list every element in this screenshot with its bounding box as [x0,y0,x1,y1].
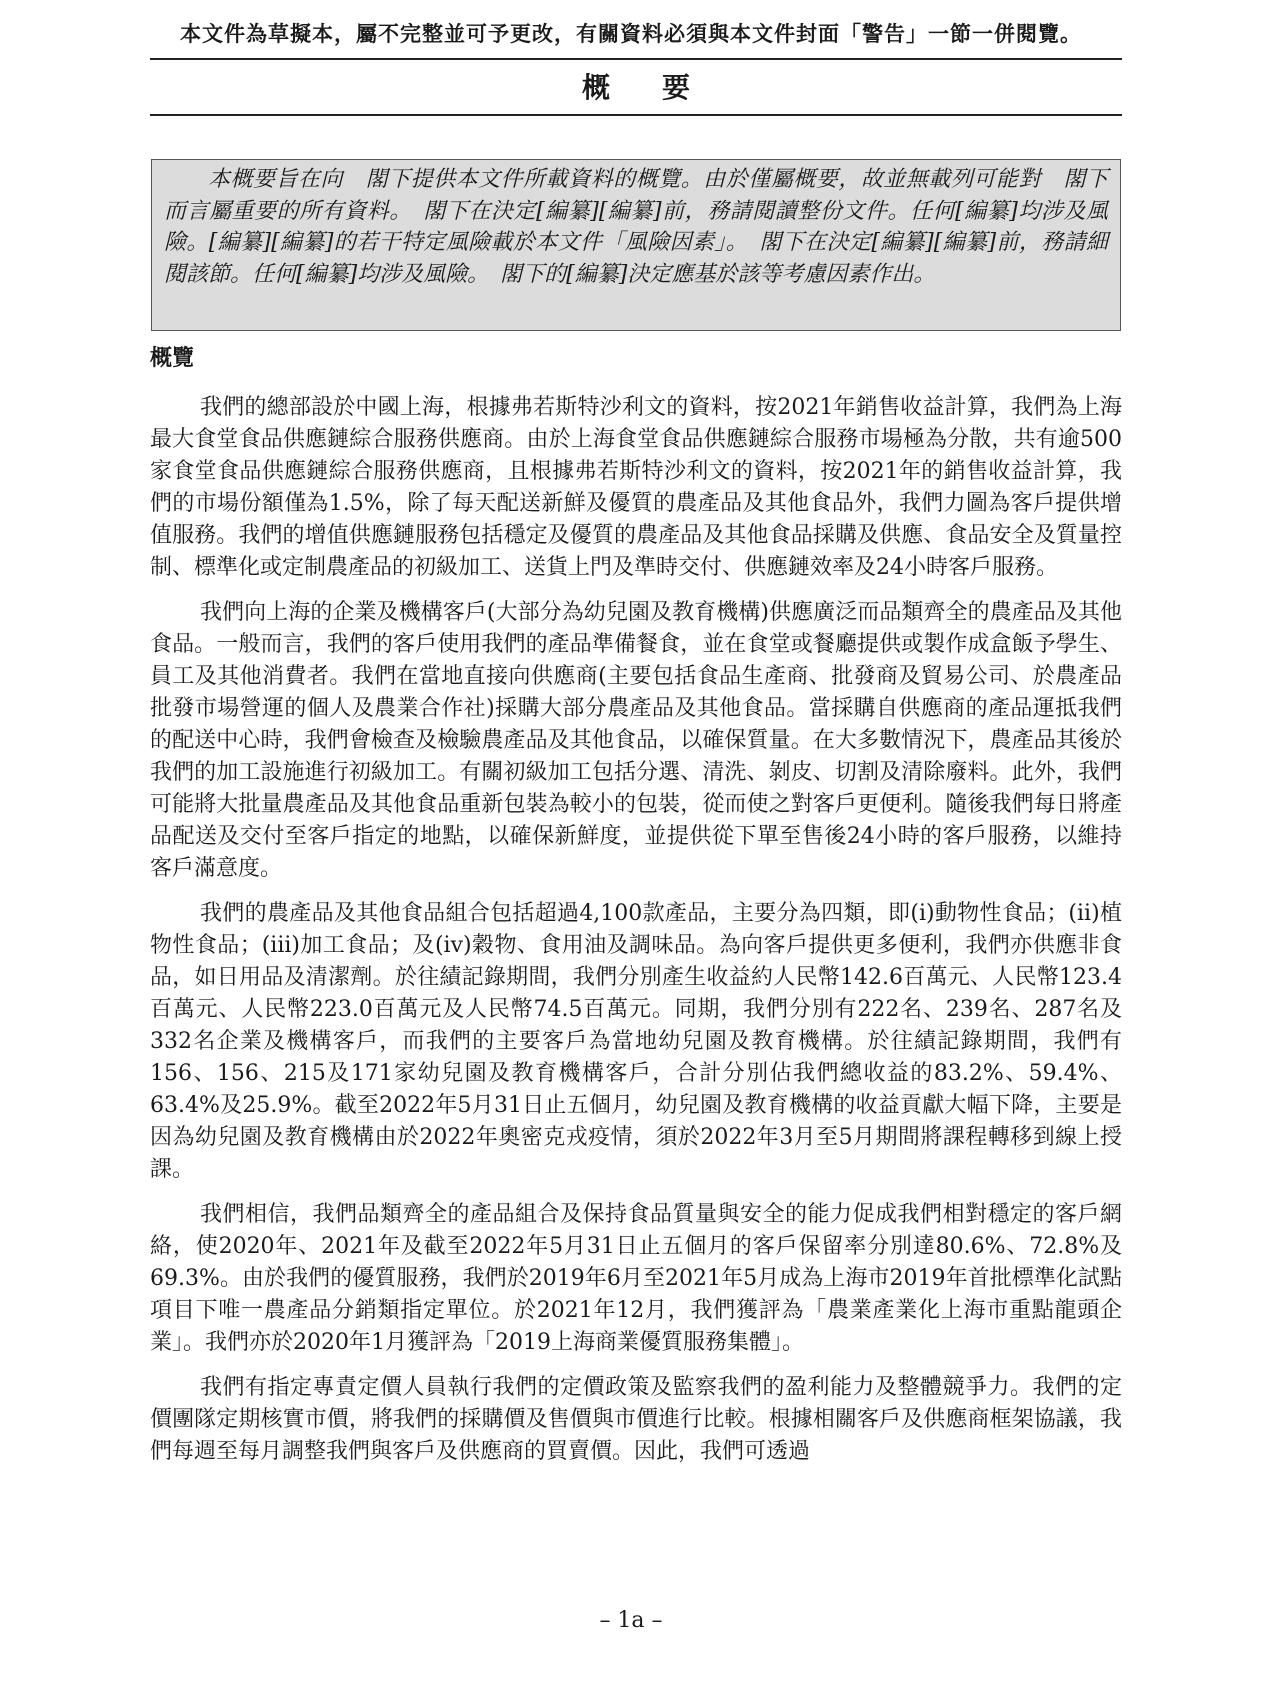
summary-notice-text: 本概要旨在向 閣下提供本文件所載資料的概覽。由於僅屬概要，故並無載列可能對 閣下而言屬重要的所有資料。 閣下在決定[編纂][編纂]前，務請閱讀整份文件。任何[編纂]均涉及風險。[編纂][編纂]的若干特定風險載於本文件「風險因素」。 閣下在決定[編纂][編纂]前，務請細閱該節。任何[編纂]均涉及風險。 閣下的[編纂]決定應基於該等考慮因素作出。 [164,167,1108,287]
header-rule-top [150,58,1122,60]
page-number: – 1a – [599,1608,663,1633]
overview-paragraph-2: 我們向上海的企業及機構客戶(大部分為幼兒園及教育機構)供應廣泛而品類齊全的農產品及其他食品。一般而言，我們的客戶使用我們的產品準備餐食，並在食堂或餐廳提供或製作成盒飯予學生、員工及其他消費者。我們在當地直接向供應商(主要包括食品生產商、批發商及貿易公司、於農產品批發市場營運的個人及農業合作社)採購大部分農產品及其他食品。當採購自供應商的產品運抵我們的配送中心時，我們會檢查及檢驗農產品及其他食品，以確保質量。在大多數情況下，農產品其後於我們的加工設施進行初級加工。有關初級加工包括分選、清洗、剝皮、切割及清除廢料。此外，我們可能將大批量農產品及其他食品重新包裝為較小的包裝，從而使之對客戶更便利。隨後我們每日將產品配送及交付至客戶指定的地點，以確保新鮮度，並提供從下單至售後24小時的客戶服務，以維持客戶滿意度。 [150,600,1122,881]
overview-body [150,392,1122,1481]
overview-paragraph-1: 我們的總部設於中國上海，根據弗若斯特沙利文的資料，按2021年銷售收益計算，我們為上海最大食堂食品供應鏈綜合服務供應商。由於上海食堂食品供應鏈綜合服務市場極為分散，共有逾500家食堂食品供應鏈綜合服務供應商，且根據弗若斯特沙利文的資料，按2021年的銷售收益計算，我們的市場份額僅為1.5%，除了每天配送新鮮及優質的農產品及其他食品外，我們力圖為客戶提供增值服務。我們的增值供應鏈服務包括穩定及優質的農產品及其他食品採購及供應、食品安全及質量控制、標準化或定制農產品的初級加工、送貨上門及準時交付、供應鏈效率及24小時客戶服務。 [150,395,1122,580]
overview-paragraph-3: 我們的農產品及其他食品組合包括超過4,100款產品，主要分為四類，即(i)動物性食品；(ii)植物性食品；(iii)加工食品；及(iv)穀物、食用油及調味品。為向客戶提供更多便利，我們亦供應非食品，如日用品及清潔劑。於往績記錄期間，我們分別產生收益約人民幣142.6百萬元、人民幣123.4百萬元、人民幣223.0百萬元及人民幣74.5百萬元。同期，我們分別有222名、239名、287名及332名企業及機構客戶，而我們的主要客戶為當地幼兒園及教育機構。於往績記錄期間，我們有156、156、215及171家幼兒園及教育機構客戶，合計分別佔我們總收益的83.2%、59.4%、63.4%及25.9%。截至2022年5月31日止五個月，幼兒園及教育機構的收益貢獻大幅下降，主要是因為幼兒園及教育機構由於2022年奧密克戎疫情，須於2022年3月至5月期間將課程轉移到線上授課。 [150,901,1122,1182]
overview-paragraph-4: 我們相信，我們品類齊全的產品組合及保持食品質量與安全的能力促成我們相對穩定的客戶網絡，使2020年、2021年及截至2022年5月31日止五個月的客戶保留率分別達80.6%、72.8%及69.3%。由於我們的優質服務，我們於2019年6月至2021年5月成為上海市2019年首批標準化試點項目下唯一農產品分銷類指定單位。於2021年12月，我們獲評為「農業產業化上海市重點龍頭企業」。我們亦於2020年1月獲評為「2019上海商業優質服務集體」。 [150,1202,1122,1355]
draft-warning-banner: 本文件為草擬本，屬不完整並可予更改，有關資料必須與本文件封面「警告」一節一併閱覽。 [180,22,1082,46]
summary-notice-box [151,159,1121,331]
section-heading-overview: 概覽 [150,346,195,371]
header-rule-bottom [150,114,1122,116]
page-title: 概要 [581,71,742,104]
overview-paragraph-5: 我們有指定專責定價人員執行我們的定價政策及監察我們的盈利能力及整體競爭力。我們的定價團隊定期核實市價，將我們的採購價及售價與市價進行比較。根據相關客戶及供應商框架協議，我們每週至每月調整我們與客戶及供應商的買賣價。因此，我們可透過 [150,1375,1122,1464]
